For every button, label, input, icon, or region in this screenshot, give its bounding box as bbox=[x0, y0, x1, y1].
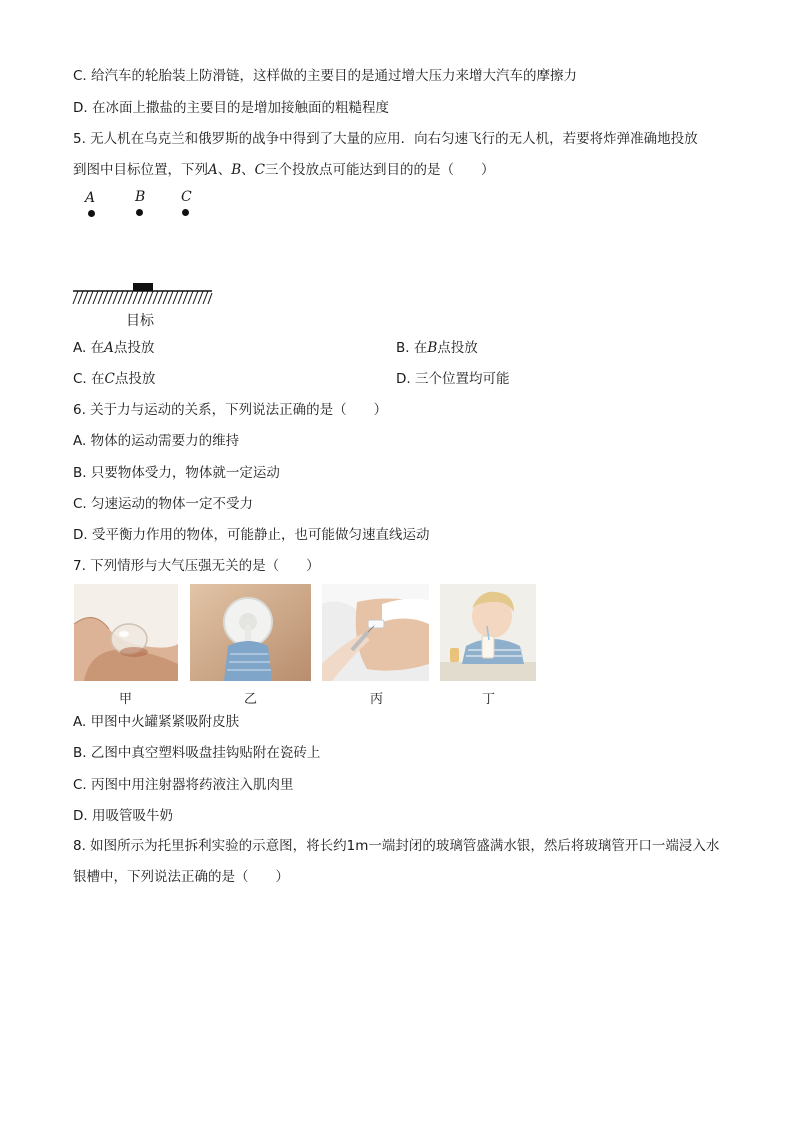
ground-with-target bbox=[70, 280, 220, 306]
q5-option-c bbox=[73, 370, 155, 388]
q5-option-a-post: 点投放 bbox=[113, 340, 155, 356]
q5-stem-line2: 到图中目标位置，下列A、B、C三个投放点可能达到目的的是（ ） bbox=[73, 162, 495, 178]
q4-option-d: D. 在冰面上撒盐的主要目的是增加接触面的粗糙程度 bbox=[73, 100, 389, 116]
q4-option-c: C. 给汽车的轮胎装上防滑链，这样做的主要目的是通过增大压力来增大汽车的摩擦力 bbox=[73, 68, 578, 84]
q6-option-a: A. 物体的运动需要力的维持 bbox=[73, 433, 240, 449]
q5-option-a-point: A bbox=[104, 340, 114, 356]
q7-stem: 7. 下列情形与大气压强无关的是（ ） bbox=[73, 558, 320, 574]
q5-stem-point-c: C bbox=[254, 162, 266, 178]
q6-option-c: C. 匀速运动的物体一定不受力 bbox=[73, 496, 254, 512]
q7-option-a: A. 甲图中火罐紧紧吸附皮肤 bbox=[73, 714, 240, 730]
photo-injection bbox=[322, 584, 429, 681]
q5-option-c-point: C bbox=[104, 371, 115, 387]
q5-option-a bbox=[73, 339, 154, 357]
target-block bbox=[133, 283, 153, 291]
ground-hatching bbox=[73, 291, 212, 304]
point-b-label: B bbox=[135, 189, 146, 205]
q5-stem-point-a: A bbox=[208, 162, 218, 178]
q7-option-b: B. 乙图中真空塑料吸盘挂钩贴附在瓷砖上 bbox=[73, 745, 321, 761]
caption-yi: 乙 bbox=[244, 692, 258, 707]
q5-option-c-pre: C. 在 bbox=[73, 371, 105, 387]
q6-option-b: B. 只要物体受力，物体就一定运动 bbox=[73, 465, 280, 481]
photo-suction-hook bbox=[190, 584, 311, 681]
q5-option-c-post: 点投放 bbox=[114, 371, 156, 387]
q5-stem-suffix: 三个投放点可能达到目的的是（ ） bbox=[265, 162, 495, 178]
point-c-dot bbox=[182, 209, 189, 216]
q5-option-b-post: 点投放 bbox=[437, 340, 478, 356]
point-a-label: A bbox=[85, 190, 96, 206]
q5-stem-prefix: 到图中目标位置，下列 bbox=[73, 162, 208, 178]
point-c-label: C bbox=[181, 189, 192, 205]
q5-option-d: D. 三个位置均可能 bbox=[396, 371, 510, 387]
q6-stem: 6. 关于力与运动的关系，下列说法正确的是（ ） bbox=[73, 402, 388, 418]
q7-option-c: C. 丙图中用注射器将药液注入肌肉里 bbox=[73, 777, 294, 793]
q5-stem-point-b: B bbox=[231, 162, 242, 178]
point-a-dot bbox=[88, 210, 95, 217]
q5-option-a-pre: A. 在 bbox=[73, 340, 105, 356]
q5-stem-line1: 5. 无人机在乌克兰和俄罗斯的战争中得到了大量的应用．向右匀速飞行的无人机，若要将炸弹准确地投放 bbox=[73, 131, 698, 147]
q7-option-d: D. 用吸管吸牛奶 bbox=[73, 808, 173, 824]
target-label: 目标 bbox=[126, 313, 154, 329]
caption-bing: 丙 bbox=[370, 692, 384, 707]
photo-child-straw bbox=[440, 584, 536, 681]
q5-option-b bbox=[396, 339, 478, 357]
caption-ding: 丁 bbox=[482, 692, 496, 707]
q6-option-d: D. 受平衡力作用的物体，可能静止，也可能做匀速直线运动 bbox=[73, 527, 430, 543]
caption-jia: 甲 bbox=[119, 692, 133, 707]
q8-stem: 8. 如图所示为托里拆利实验的示意图，将长约1m一端封闭的玻璃管盛满水银，然后将玻璃管开口一端浸入水银槽中，下列说法正确的是（ ） bbox=[73, 838, 720, 885]
q5-option-b-pre: B. 在 bbox=[396, 340, 428, 356]
point-b-dot bbox=[136, 209, 143, 216]
q5-option-b-point: B bbox=[427, 340, 438, 356]
photo-cupping-jar bbox=[74, 584, 178, 681]
